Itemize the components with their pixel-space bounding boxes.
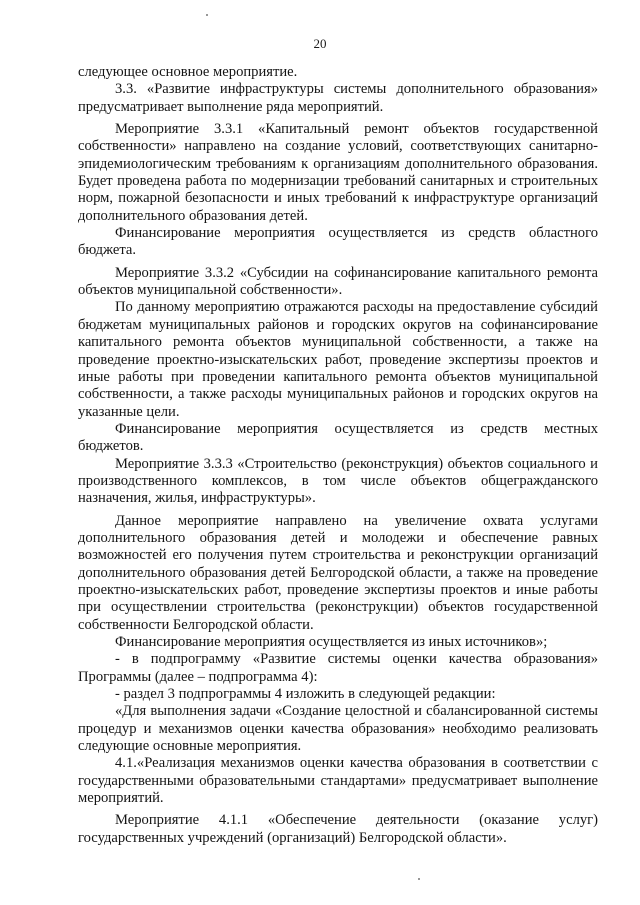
paragraph-section-3-subprogram-4: - раздел 3 подпрограммы 4 изложить в следующей редакции: (115, 686, 496, 703)
document-body (78, 64, 598, 847)
paragraph-subprogram-4-amendment: - в подпрограмму «Развитие системы оценки качества образования» Программы (далее – подпрограмма 4): (78, 651, 598, 685)
page-number: 20 (313, 36, 327, 51)
scan-artifact (418, 878, 420, 880)
paragraph-funding-local: Финансирование мероприятия осуществляется из средств местных бюджетов. (78, 420, 598, 455)
paragraph-funding-regional: Финансирование мероприятия осуществляется из средств областного бюджета. (78, 225, 598, 259)
paragraph-measure-3-3-3: Мероприятие 3.3.3 «Строительство (реконструкция) объектов социального и производственного комплексов, в том числе объектов общегражданского назначения, жилья, инфраструктуры». (78, 455, 598, 507)
paragraph-subsidies-description: По данному мероприятию отражаются расходы на предоставление субсидий бюджетам муниципальных районов и городских округов на софинансирование капитального ремонта объектов муниципальной собственности, а также на проведение проектно-изыскательских работ, проведение экспертизы проектов и иные работы при проведении капитального ремонта объектов муниципальной собственности, а также расходы муниципальных районов и городских округов на указанные цели. (78, 299, 598, 420)
paragraph-construction-description: Данное мероприятие направлено на увеличение охвата услугами дополнительного образования детей и молодежи и обеспечение равных возможностей его получения путем строительства и реконструкции организаций дополнительного образования детей Белгородской области, а также на проведение проектно-изыскательских работ, проведение экспертизы проектов и иные работы при осуществлении строительства (реконструкции) объектов государственной собственности Белгородской области. (78, 512, 598, 633)
paragraph-section-3-3: 3.3. «Развитие инфраструктуры системы дополнительного образования» предусматривает выполнение ряда мероприятий. (78, 81, 598, 115)
paragraph-measure-3-3-1: Мероприятие 3.3.1 «Капитальный ремонт объектов государственной собственности» направлено на создание условий, соответствующих санитарно-эпидемиологическим требованиям к организациям дополнительного образования. Будет проведена работа по модернизации требований санитарных и строительных норм, пожарной безопасности и иных требований к инфраструктуре организаций дополнительного образования детей. (78, 121, 598, 224)
paragraph-measure-3-3-2: Мероприятие 3.3.2 «Субсидии на софинансирование капитального ремонта объектов муниципальной собственности». (78, 264, 598, 299)
paragraph-funding-other: Финансирование мероприятия осуществляется из иных источников»; (115, 634, 548, 650)
paragraph-measure-4-1-1: Мероприятие 4.1.1 «Обеспечение деятельности (оказание услуг) государственных учреждений (организаций) Белгородской области». (78, 812, 598, 846)
paragraph-continuation: следующее основное мероприятие. (78, 64, 298, 80)
scan-artifact (206, 14, 208, 16)
paragraph-task-statement: «Для выполнения задачи «Создание целостной и сбалансированной системы процедур и механизмов оценки качества образования» необходимо реализовать следующие основные мероприятия. (78, 703, 598, 755)
paragraph-section-4-1: 4.1.«Реализация механизмов оценки качества образования в соответствии с государственными образовательными стандартами» предусматривает выполнение мероприятий. (78, 755, 598, 807)
